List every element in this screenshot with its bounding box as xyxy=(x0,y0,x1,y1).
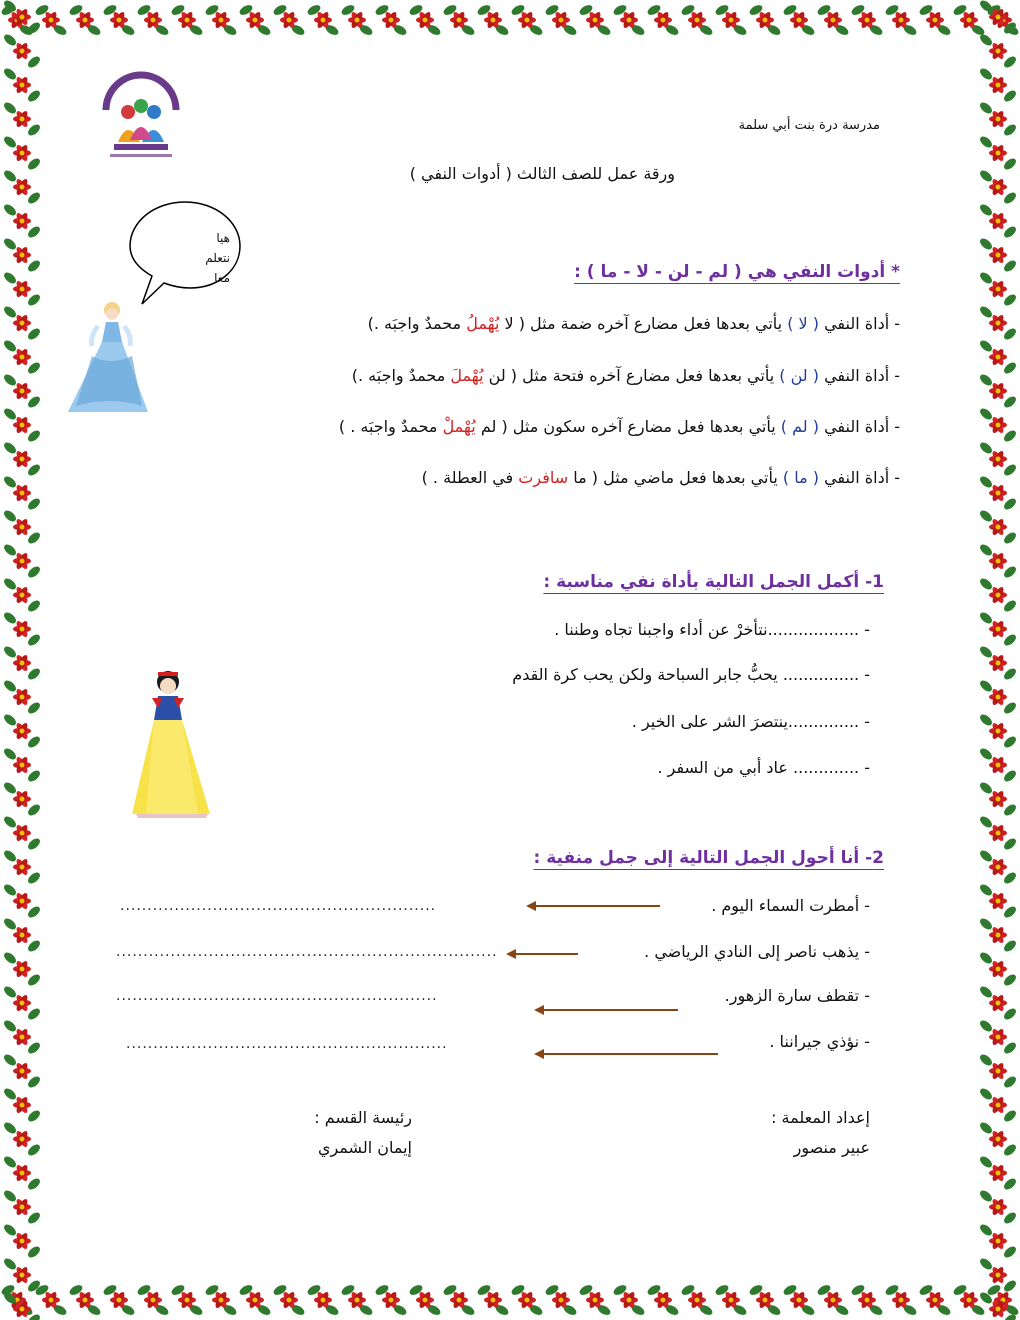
rule-line xyxy=(339,417,900,436)
bubble-line: هيا xyxy=(216,231,230,245)
head-name: إيمان الشمري xyxy=(317,1138,412,1157)
rule-text: - أداة النفي xyxy=(818,417,900,436)
teacher-name: عبير منصور xyxy=(793,1138,870,1157)
answer-line[interactable]: .......................................................... xyxy=(120,898,437,914)
rule-text: - أداة النفي xyxy=(818,366,900,385)
school-logo xyxy=(96,70,186,170)
rule-text: يأتي بعدها فعل مضارع آخره فتحة مثل ( لن xyxy=(483,366,780,385)
school-name: مدرسة درة بنت أبي سلمة xyxy=(738,118,880,133)
fill-in-item[interactable]: - ..................نتأخرْ عن أداء واجبنا تجاه وطننا . xyxy=(554,620,870,639)
rule-text: يأتي بعدها فعل مضارع آخره ضمة مثل ( لا xyxy=(499,314,788,333)
rule-tool: ( ما ) xyxy=(782,468,819,487)
cinderella-illustration xyxy=(62,296,152,416)
convert-sentence: - نؤذي جيراننا . xyxy=(769,1032,870,1051)
arrow-left-icon xyxy=(532,1002,680,1018)
poinsettia-border-right xyxy=(976,0,1020,1320)
rule-tool: ( لم ) xyxy=(780,417,819,436)
rule-line xyxy=(422,468,900,487)
arrow-left-icon xyxy=(532,1046,720,1062)
rule-text: - أداة النفي xyxy=(818,314,900,333)
arrow-left-icon xyxy=(504,946,580,962)
teacher-label: إعداد المعلمة : xyxy=(771,1108,870,1127)
bubble-line: نتعلم xyxy=(205,251,230,265)
rule-text: محمدٌ واجبَه .) xyxy=(351,366,451,385)
answer-line[interactable]: ........................................................... xyxy=(126,1036,448,1052)
fill-in-item[interactable]: - ..............ينتصرَ الشر على الخير . xyxy=(631,712,870,731)
section1-heading: 1- أكمل الجمل التالية بأداة نفي مناسبة : xyxy=(543,572,884,592)
rule-verb: يُهْملَ xyxy=(450,366,484,385)
poinsettia-border-top xyxy=(0,0,1020,40)
fill-in-item[interactable]: - ............... يحبُّ جابر السباحة ولكن يحب كرة القدم xyxy=(512,665,870,684)
rule-text: محمدٌ واجبَه . ) xyxy=(338,417,443,436)
negation-tools-heading: * أدوات النفي هي ( لم - لن - لا - ما ) : xyxy=(574,262,900,282)
arrow-left-icon xyxy=(524,898,664,914)
rule-tool: ( لا ) xyxy=(787,314,819,333)
rule-verb: يُهْملْ xyxy=(442,417,476,436)
rule-verb: سافرت xyxy=(518,468,569,487)
rule-text: يأتي بعدها فعل مضارع آخره سكون مثل ( لم xyxy=(475,417,781,436)
rule-line xyxy=(368,314,900,333)
rule-text: محمدٌ واجبَه .) xyxy=(367,314,467,333)
bubble-text xyxy=(150,228,230,288)
poinsettia-border-bottom xyxy=(0,1280,1020,1320)
sheet-title: ورقة عمل للصف الثالث ( أدوات النفي ) xyxy=(409,164,675,183)
rule-text: في العطلة . ) xyxy=(421,468,519,487)
rule-line xyxy=(352,366,900,385)
convert-sentence: - أمطرت السماء اليوم . xyxy=(711,896,870,915)
convert-sentence: - تقطف سارة الزهور. xyxy=(724,986,870,1005)
answer-line[interactable]: ...................................................................... xyxy=(116,944,498,960)
section2-heading: 2- أنا أحول الجمل التالية إلى جمل منفية : xyxy=(533,848,884,868)
rule-text: - أداة النفي xyxy=(818,468,900,487)
rule-verb: يُهْملُ xyxy=(466,314,500,333)
poinsettia-border-left xyxy=(0,0,44,1320)
rule-tool: ( لن ) xyxy=(779,366,819,385)
rule-text: يأتي بعدها فعل ماضي مثل ( ما xyxy=(568,468,783,487)
head-label: رئيسة القسم : xyxy=(314,1108,412,1127)
fill-in-item[interactable]: - ............. عاد أبي من السفر . xyxy=(657,758,870,777)
bubble-line: معا xyxy=(214,271,230,285)
snow-white-illustration xyxy=(128,668,218,820)
answer-line[interactable]: ........................................................... xyxy=(116,988,438,1004)
convert-sentence: - يذهب ناصر إلى النادي الرياضي . xyxy=(644,942,870,961)
